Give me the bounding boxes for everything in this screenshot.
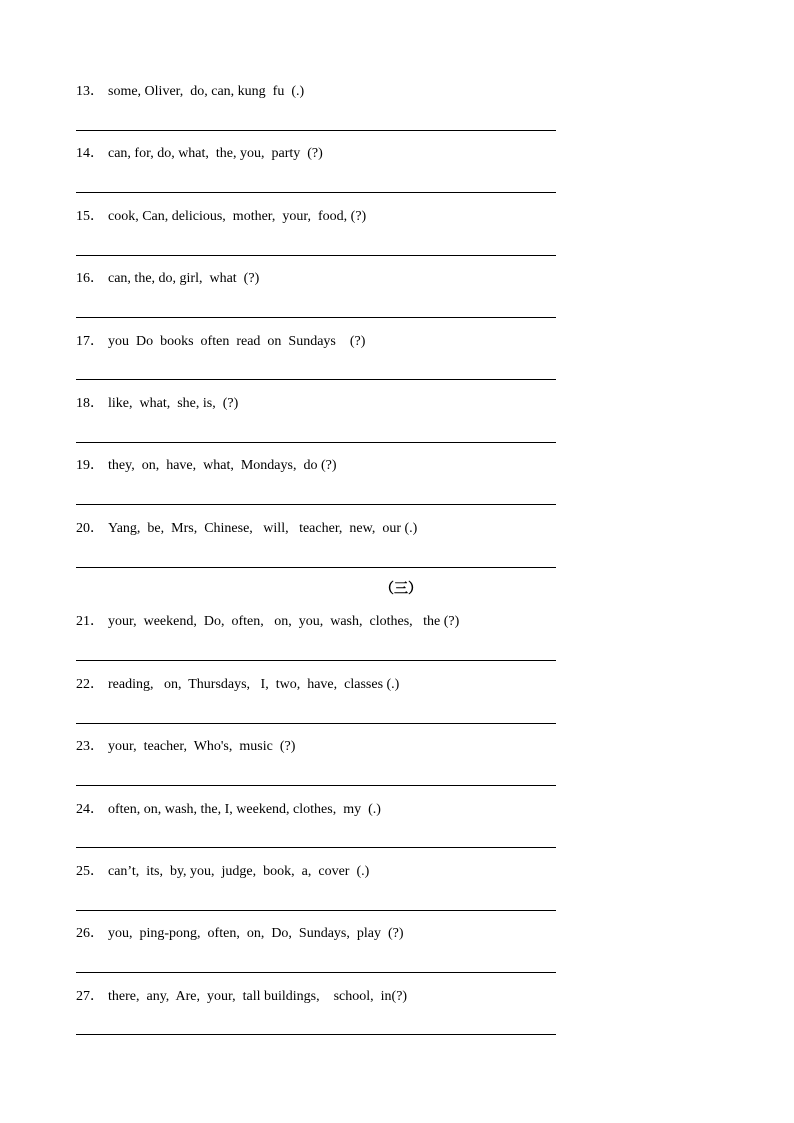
question-words: can, for, do, what, the, you, party (?) — [108, 146, 323, 161]
question-number: 27． — [76, 989, 104, 1004]
answer-line-15[interactable] — [76, 255, 556, 256]
question-words: often, on, wash, the, I, weekend, clothes, my (.) — [108, 802, 381, 817]
answer-line-13[interactable] — [76, 130, 556, 131]
question-23 — [76, 738, 556, 758]
answer-line-16[interactable] — [76, 317, 556, 318]
question-words: your, teacher, Who's, music (?) — [108, 739, 296, 754]
question-words: reading, on, Thursdays, I, two, have, classes (.) — [108, 677, 400, 692]
answer-line-17[interactable] — [76, 379, 556, 380]
question-words: your, weekend, Do, often, on, you, wash, clothes, the (?) — [108, 614, 460, 629]
question-number: 26． — [76, 926, 104, 941]
question-number: 23． — [76, 739, 104, 754]
answer-line-25[interactable] — [76, 910, 556, 911]
question-words: can’t, its, by, you, judge, book, a, cover (.) — [108, 864, 370, 879]
question-number: 18． — [76, 396, 104, 411]
question-20 — [76, 520, 556, 540]
question-words: cook, Can, delicious, mother, your, food, (?) — [108, 209, 367, 224]
question-number: 22． — [76, 677, 104, 692]
section-heading: （三） — [380, 581, 422, 597]
question-words: there, any, Are, your, tall buildings, school, in(?) — [108, 989, 408, 1004]
answer-line-27[interactable] — [76, 1034, 556, 1035]
answer-line-24[interactable] — [76, 847, 556, 848]
question-21 — [76, 613, 556, 633]
answer-line-21[interactable] — [76, 660, 556, 661]
question-number: 20． — [76, 521, 104, 536]
question-number: 24． — [76, 802, 104, 817]
question-words: they, on, have, what, Mondays, do (?) — [108, 458, 337, 473]
question-number: 21． — [76, 614, 104, 629]
question-words: can, the, do, girl, what (?) — [108, 271, 260, 286]
question-words: you Do books often read on Sundays (?) — [108, 334, 366, 349]
question-words: Yang, be, Mrs, Chinese, will, teacher, new, our (.) — [108, 521, 418, 536]
answer-line-22[interactable] — [76, 723, 556, 724]
question-16 — [76, 270, 556, 290]
question-number: 14． — [76, 146, 104, 161]
question-number: 13． — [76, 84, 104, 99]
question-words: some, Oliver, do, can, kung fu (.) — [108, 84, 305, 99]
answer-line-14[interactable] — [76, 192, 556, 193]
question-number: 19． — [76, 458, 104, 473]
question-17 — [76, 333, 556, 353]
question-15 — [76, 208, 556, 228]
question-22 — [76, 676, 556, 696]
answer-line-19[interactable] — [76, 504, 556, 505]
question-number: 17． — [76, 334, 104, 349]
question-words: you, ping-pong, often, on, Do, Sundays, play (?) — [108, 926, 404, 941]
question-18 — [76, 395, 556, 415]
question-26 — [76, 925, 556, 945]
question-25 — [76, 863, 556, 883]
question-27 — [76, 988, 556, 1008]
question-24 — [76, 801, 556, 821]
question-14 — [76, 145, 556, 165]
question-13 — [76, 83, 556, 103]
question-19 — [76, 457, 556, 477]
question-number: 25． — [76, 864, 104, 879]
answer-line-20[interactable] — [76, 567, 556, 568]
answer-line-26[interactable] — [76, 972, 556, 973]
answer-line-23[interactable] — [76, 785, 556, 786]
answer-line-18[interactable] — [76, 442, 556, 443]
question-number: 16． — [76, 271, 104, 286]
question-number: 15． — [76, 209, 104, 224]
question-words: like, what, she, is, (?) — [108, 396, 239, 411]
